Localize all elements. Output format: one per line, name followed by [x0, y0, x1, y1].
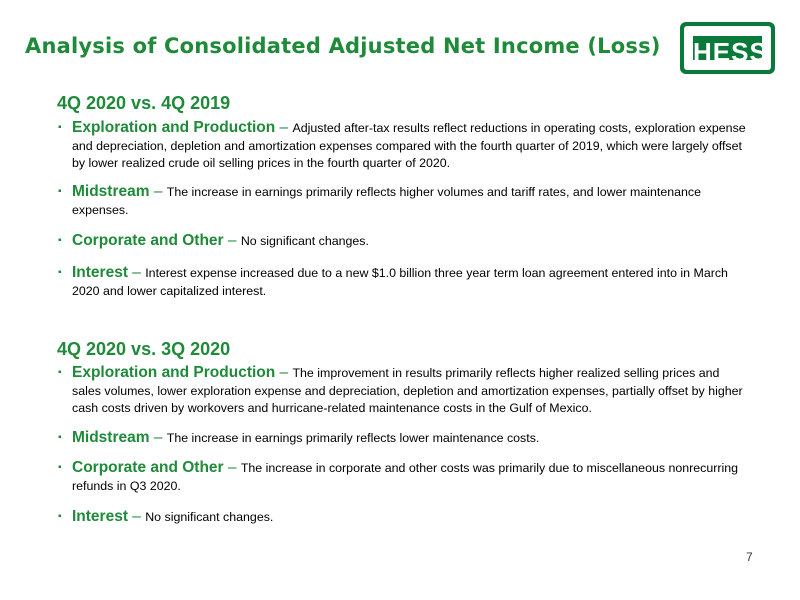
- hess-logo: [680, 22, 775, 74]
- bullet-text: No significant changes.: [145, 510, 274, 524]
- logo-border: [684, 26, 771, 70]
- bullet-corporate-3q: [58, 459, 748, 495]
- bullet-ep-3q: [58, 364, 748, 418]
- bullet-dash: –: [149, 183, 167, 200]
- bullet-midstream-4q: [58, 183, 748, 219]
- square-bullet-icon: ▪: [58, 432, 62, 443]
- bullet-text: The improvement in results primarily reflects higher realized selling prices and sales volumes, lower exploration expense and depreciation, depletion and amortization expenses, partially offset by higher cash costs driven by workovers and hurricane-related maintenance costs in the Gulf of Mexico.: [72, 366, 743, 415]
- square-bullet-icon: ▪: [58, 235, 62, 246]
- bullet-text: The increase in earnings primarily reflects lower maintenance costs.: [166, 431, 540, 445]
- square-bullet-icon: ▪: [58, 122, 62, 133]
- bullet-interest-4q: [58, 264, 748, 300]
- section-heading-4q-vs-4q: 4Q 2020 vs. 4Q 2019: [57, 93, 231, 113]
- bullet-midstream-3q: [58, 429, 748, 448]
- bullet-text: The increase in earnings primarily reflects higher volumes and tariff rates, and lower maintenance expenses.: [72, 185, 701, 217]
- section-heading-4q-vs-3q: 4Q 2020 vs. 3Q 2020: [57, 339, 231, 359]
- bullet-text: No significant changes.: [240, 234, 369, 248]
- logo-wordmark: HESS: [693, 37, 768, 67]
- bullet-dash: –: [275, 119, 293, 136]
- bullet-dash: –: [128, 264, 146, 281]
- square-bullet-icon: ▪: [58, 186, 62, 197]
- bullet-label: Interest: [72, 264, 128, 281]
- bullet-text: Interest expense increased due to a new $1.0 billion three year term loan agreement entered into in March 2020 and lower capitalized interest.: [72, 266, 728, 298]
- bullet-label: Midstream: [72, 429, 150, 446]
- bullet-interest-3q: [58, 508, 748, 527]
- bullet-text: The increase in corporate and other costs was primarily due to miscellaneous nonrecurring refunds in Q3 2020.: [72, 461, 739, 493]
- bullet-label: Interest: [72, 508, 128, 525]
- bullet-dash: –: [223, 232, 241, 249]
- bullet-label: Midstream: [72, 183, 150, 200]
- bullet-label: Exploration and Production: [72, 364, 276, 381]
- bullet-label: Corporate and Other: [72, 459, 224, 476]
- bullet-dash: –: [149, 429, 167, 446]
- square-bullet-icon: ▪: [58, 462, 62, 473]
- bullet-ep-4q: [58, 119, 748, 173]
- page-number: 7: [746, 550, 753, 564]
- slide-title: Analysis of Consolidated Adjusted Net Income (Loss): [25, 34, 661, 58]
- bullet-dash: –: [128, 508, 146, 525]
- bullet-corporate-4q: [58, 232, 748, 251]
- bullet-dash: –: [223, 459, 241, 476]
- square-bullet-icon: ▪: [58, 267, 62, 278]
- bullet-label: Corporate and Other: [72, 232, 224, 249]
- bullet-dash: –: [275, 364, 293, 381]
- bullet-text: Adjusted after-tax results reflect reductions in operating costs, exploration expense and depreciation, depletion and amortization expenses compared with the fourth quarter of 2019, which were largely offset by lower realized crude oil selling prices in the fourth quarter of 2020.: [72, 121, 746, 170]
- square-bullet-icon: ▪: [58, 367, 62, 378]
- square-bullet-icon: ▪: [58, 511, 62, 522]
- bullet-label: Exploration and Production: [72, 119, 276, 136]
